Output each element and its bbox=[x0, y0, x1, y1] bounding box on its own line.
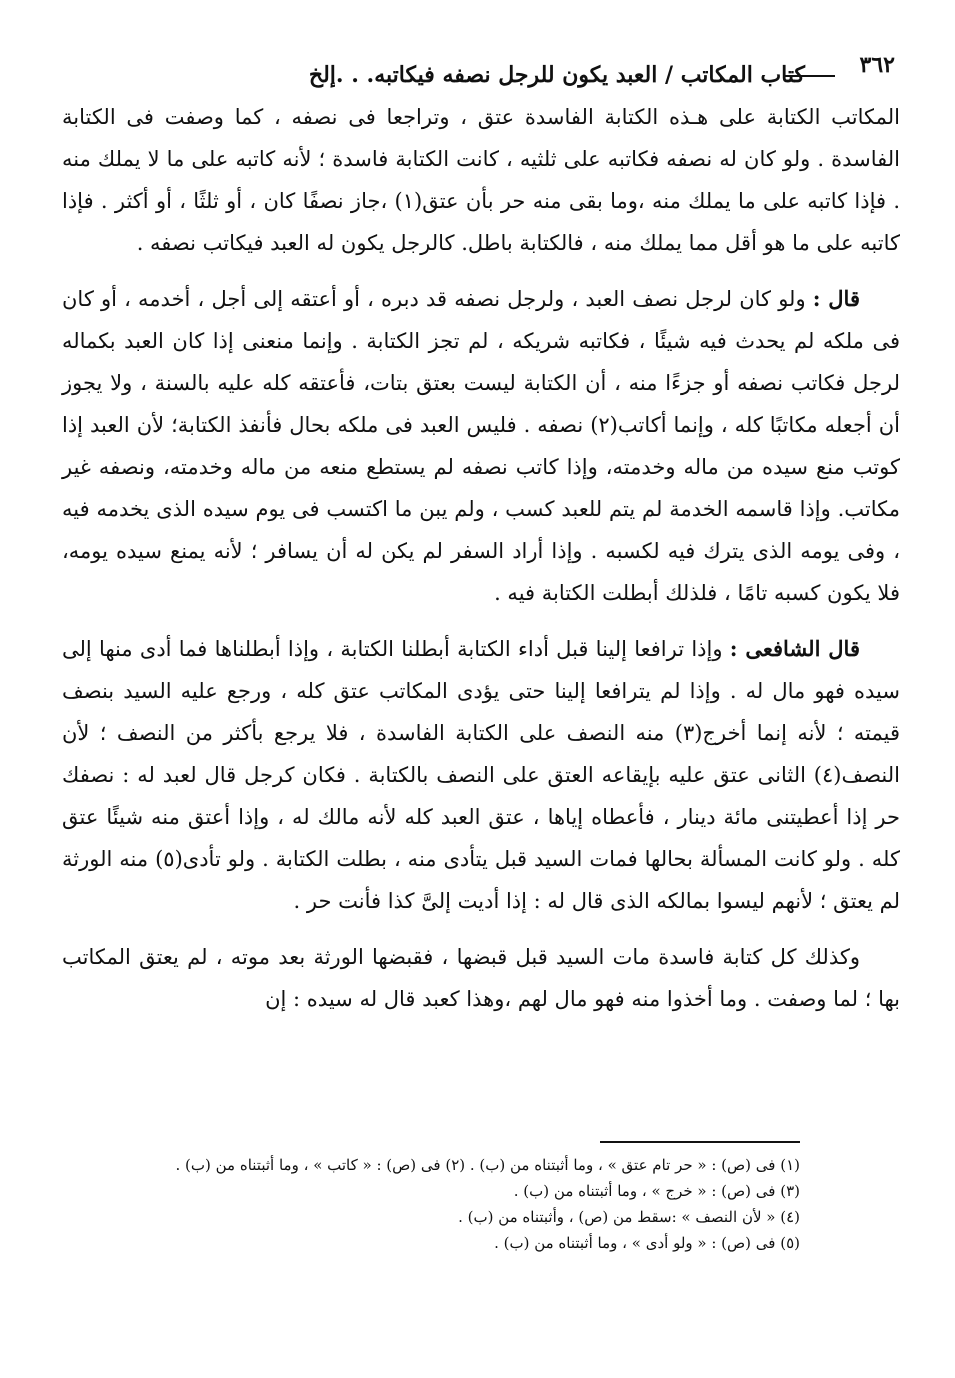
footnote: (٣) فى (ص) : « خرج » ، وما أثبتناه من (ب) . bbox=[513, 1182, 800, 1200]
running-title: كتاب المكاتب / العبد يكون للرجل نصفه فيكاتبه. . .إلخ bbox=[308, 62, 805, 88]
footnote: (٤) « لأن النصف » :سقط من (ص) ، وأثبتناه من (ب) . bbox=[458, 1208, 800, 1226]
paragraph bbox=[62, 278, 900, 614]
paragraph-text: وإذا ترافعا إلينا قبل أداء الكتابة أبطلنا الكتابة ، وإذا أبطلناها فما أدى منها إلى سيده فهو مال له . وإذا لم يترافعا إلينا حتى يؤدى المكاتب عتق كله ، ورجع عليه السيد بنصف قيمته ؛ لأنه إنما أخرج(٣) منه النصف على الكتابة الفاسدة ، فلا يرجع بأكثر من النصف ؛ لأن النصف(٤) الثانى عتق عليه بإيقاعه العتق على النصف بالكتابة . فكان كرجل قال لعبد له : نصفك حر إذا أعطيتنى مائة دينار ، فأعطاه إياها ، عتق العبد كله لأنه مالك له ، وإذا أعتق منه شيئًا عتق كله . ولو كانت المسألة بحالها فمات السيد قبل يتأدى منه ، بطلت الكتابة . ولو تأدى(٥) منه الورثة لم يعتق ؛ لأنهم ليسوا بمالكه الذى قال له : إذا أديت إلىَّ كذا فأنت حر . bbox=[62, 637, 900, 913]
paragraph-text: ولو كان لرجل نصف العبد ، ولرجل نصفه قد دبره ، أو أعتقه إلى أجل ، أخدمه ، أو كان فى ملكه لم يحدث فيه شيئًا ، فكاتبه شريكه ، لم تجز الكتابة . وإنما منعنى إذا كان العبد بكماله لرجل فكاتب نصفه أو جزءًا منه ، أن الكتابة ليست بعتق بتات، فأعتقه كله عليه بالسنة ، ولا يجوز أن أجعله مكاتبًا كله ، وإنما أكاتب(٢) نصفه . فليس العبد فى ملكه بحال فأنفذ الكتابة؛ لأن العبد إذا كوتب منع سيده من ماله وخدمته، وإذا كاتب نصفه لم يستطع منعه من ماله وخدمته، ونصفه غير مكاتب. وإذا قاسمه الخدمة لم يتم للعبد كسب ، ولم يبن ما اكتسب فى يوم سيده الذى يخدمه فيه ، وفى يومه الذى يترك فيه لكسبه . وإذا أراد السفر لم يكن له أن يسافر ؛ لأنه يمنع سيده يومه، فلا يكون كسبه تامًا ، فلذلك أبطلت الكتابة فيه . bbox=[62, 287, 900, 605]
paragraph bbox=[62, 628, 900, 922]
paragraph-text: المكاتب الكتابة على هـذه الكتابة الفاسدة عتق ، وتراجعا فى نصفه ، كما وصفت فى الكتابة الفاسدة . ولو كان له نصفه فكاتبه على ثلثيه ، كانت الكتابة فاسدة ؛ لأنه كاتبه على ما لا يملك منه . فإذا كاتبه على ما يملك منه ،وما بقى منه حر بأن عتق(١) ،جاز نصفًا كان ، أو ثلثًا ، أو أكثر . فإذا كاتبه على ما هو أقل مما يملك منه ، فالكتابة باطل. كالرجل يكون له العبد فيكاتب نصفه . bbox=[62, 105, 900, 255]
footnote: (٥) فى (ص) : « ولو أدى » ، وما أثبتناه من (ب) . bbox=[494, 1234, 800, 1252]
footnote: (١) فى (ص) : « حر تام عتق » ، وما أثبتناه من (ب) . (٢) فى (ص) : « كاتب » ، وما أثبتناه من (ب) . bbox=[175, 1156, 800, 1174]
header-rule bbox=[785, 75, 835, 77]
footnote-rule bbox=[600, 1141, 800, 1143]
paragraph-lead: قال الشافعى : bbox=[729, 636, 860, 661]
main-text bbox=[62, 96, 900, 1034]
paragraph-text: وكذلك كل كتابة فاسدة مات السيد قبل قبضها ، فقبضها الورثة بعد موته ، لم يعتق المكاتب بها ؛ لما وصفت . وما أخذوا منه فهو مال لهم ،وهذا كعبد قال له سيده : إن bbox=[62, 945, 900, 1011]
page-number: ٣٦٢ bbox=[859, 52, 895, 78]
paragraph bbox=[62, 96, 900, 264]
paragraph bbox=[62, 936, 900, 1020]
paragraph-lead: قال : bbox=[812, 286, 860, 311]
running-header bbox=[60, 52, 895, 88]
footnotes bbox=[62, 1152, 800, 1256]
